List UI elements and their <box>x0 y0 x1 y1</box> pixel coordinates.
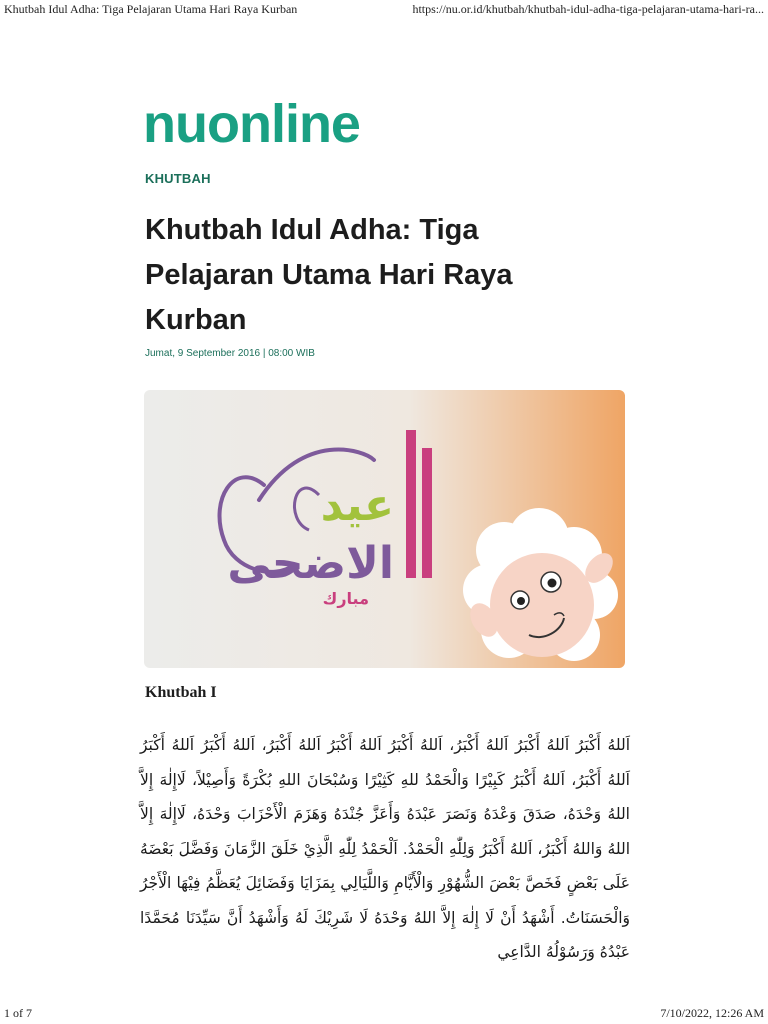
print-header <box>0 0 768 20</box>
print-header-title: Khutbah Idul Adha: Tiga Pelajaran Utama Hari Raya Kurban <box>4 2 298 16</box>
print-datetime: 7/10/2022, 12:26 AM <box>660 1006 764 1020</box>
hero-arabic-mubarak: مبارك <box>322 589 369 608</box>
hero-image <box>144 390 625 668</box>
print-header-url[interactable]: https://nu.or.id/khutbah/khutbah-idul-adha-tiga-pelajaran-utama-hari-ra... <box>412 2 764 16</box>
nuonline-logo-graphic <box>143 92 403 162</box>
hero-arabic-adha: الاضحى <box>227 538 394 589</box>
nuonline-logo[interactable] <box>143 92 403 162</box>
khutbah-arabic-text: اَللهُ أَكْبَرُ اَللهُ أَكْبَرُ اَللهُ أَكْبَرُ، اَللهُ أَكْبَرُ اَللهُ أَكْبَرُ اَللهُ أَكْبَرُ، اَللهُ أَكْبَرُ اَللهُ أَكْبَرُ اَللهُ أَكْبَرُ، اَللهُ أَكْبَرُ كَبِيْرًا وَالْحَمْدُ للهِ كَثِيْرًا وَسُبْحَانَ اللهِ بُكْرَةً وَأَصِيْلاً، لَاإِلٰهَ إِلاَّ اللهُ وَحْدَهُ، صَدَقَ وَعْدَهُ وَنَصَرَ عَبْدَهُ وَأَعَزَّ جُنْدَهُ وَهَزَمَ الْأَحْزَابَ وَحْدَهُ، لَاإِلٰهَ إِلاَّ اللهُ وَاللهُ أَكْبَرُ، اَللهُ أَكْبَرُ وَلِلّٰهِ الْحَمْدُ. اَلْحَمْدُ لِلّٰهِ الَّذِيْ خَلَقَ الزَّمَانَ وَفَضَّلَ بَعْضَهُ عَلَى بَعْضٍ فَخَصَّ بَعْضَ الشُّهُوْرِ وَالْأَيَّامِ وَاللَّيَالِي بِمَزَايَا وَفَضَائِلَ يُعَظَّمُ فِيْهَا الْأَجْرُ وَالْحَسَنَاتُ. أَشْهَدُ أَنْ لَا إِلٰهَ إِلاَّ اللهُ وَحْدَهُ لَا شَرِيْكَ لَهُ وَأَشْهَدُ أَنَّ سَيِّدَنَا مُحَمَّدًا عَبْدُهُ وَرَسُوْلُهُ الدَّاعِي <box>140 736 630 961</box>
article-title: Khutbah Idul Adha: Tiga Pelajaran Utama Hari Raya Kurban <box>145 214 513 336</box>
hero-arabic-eid: عيد <box>320 480 394 531</box>
article-meta: Jumat, 9 September 2016 | 08:00 WIB <box>145 348 315 359</box>
print-page-number: 1 of 7 <box>4 1006 32 1020</box>
eid-adha-illustration <box>144 390 625 668</box>
decor-alif-2 <box>422 448 432 578</box>
decor-alif-1 <box>406 430 416 578</box>
print-footer <box>0 1002 768 1024</box>
logo-wordmark: nuonline <box>143 94 360 154</box>
section-title: Khutbah I <box>145 684 217 701</box>
article-category[interactable]: KHUTBAH <box>145 171 211 186</box>
